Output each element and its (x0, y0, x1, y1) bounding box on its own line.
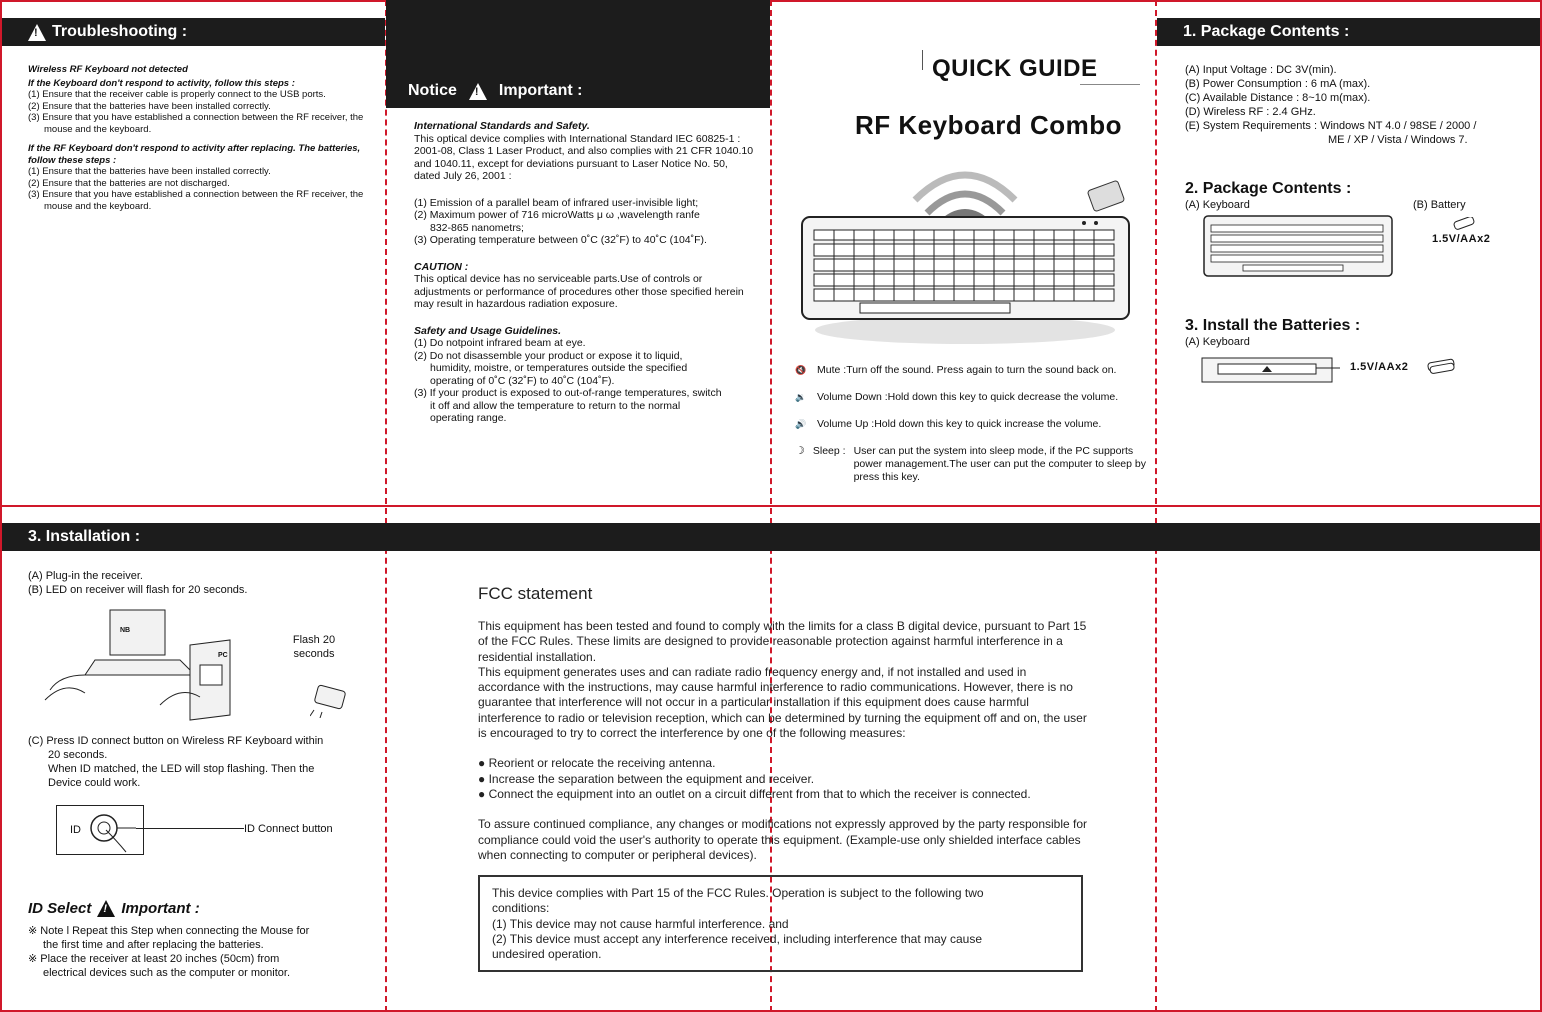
id-select-heading (28, 900, 200, 917)
fcc-bullet-list (478, 756, 1088, 802)
list-item: (B) Power Consumption : 6 mA (max). (1185, 78, 1371, 90)
key-label: Mute : (817, 364, 847, 376)
list-item: ME / XP / Vista / Windows 7. (1328, 134, 1468, 146)
quick-guide-title: QUICK GUIDE (932, 55, 1098, 82)
list-item: it off and allow the temperature to return to the normal (430, 399, 681, 412)
flash-text: Flash 20 (292, 634, 336, 646)
intl-text: This optical device complies with International Standard IEC 60825-1 : 2001-08, Class 1 Laser Product, and also complies with 21 CFR 1040.10 and 1040.11, except for deviations pursuant to Laser Notice No. 50, dated July 26, 2001 : (414, 132, 754, 182)
troubleshooting-heading-1: Wireless RF Keyboard not detected (28, 64, 188, 75)
list-item (795, 418, 1150, 431)
pc-label: PC (218, 652, 228, 659)
volume-down-icon: 🔉 (795, 392, 807, 402)
step-c-line: When ID matched, the LED will stop flashing. Then the (48, 763, 315, 775)
warning-icon (97, 900, 115, 917)
id-label: ID (70, 824, 81, 836)
keyboard-label: (A) Keyboard (1185, 199, 1250, 211)
list-item: (A) Input Voltage : DC 3V(min). (1185, 64, 1337, 76)
notice-panel (414, 120, 754, 425)
caution-heading: CAUTION : (414, 260, 469, 273)
fcc-paragraph: This equipment generates uses and can radiate radio frequency energy and, if not installed and used in accordance with the instructions, may cause harmful interference to radio communications. However, there is no guarantee that interference will not occur in a particular installation if this equipment does cause harmful interference to radio or television reception, which can be determined by turning the equipment off and on, the user is encouraged to try to correct the interference by one of the following measures: (478, 664, 1087, 741)
list-item: (1) Do notpoint infrared beam at eye. (414, 337, 586, 349)
keyboard-shadow (815, 316, 1115, 344)
led-indicator (1094, 221, 1098, 225)
fcc-title: FCC statement (478, 584, 593, 603)
warning-icon (469, 83, 487, 100)
compliance-line: conditions: (492, 901, 550, 916)
fcc-paragraph: To assure continued compliance, any changes or modifications not expressly approved by the party responsible for compliance could void the user's authority to operate this equipment. (Example-use only shielded interface cables when connecting to computer or peripheral devices). (478, 817, 1088, 862)
compliance-line: undesired operation. (492, 947, 602, 962)
installation-title: 3. Installation : (28, 528, 141, 545)
compliance-line: (2) This device must accept any interference received, including interference that may cause (492, 931, 983, 946)
key-description: Hold down this key to quick decrease the volume. (887, 391, 1119, 403)
troubleshooting-panel (28, 64, 373, 212)
laptop-base (85, 660, 195, 675)
mute-icon: 🔇 (795, 365, 807, 375)
fcc-compliance-box (478, 875, 1083, 972)
list-item: (2) Maximum power of 716 microWatts μ ω ,wavelength ranfe (414, 209, 700, 221)
volume-up-icon: 🔊 (795, 419, 807, 429)
battery-spec: 1.5V/AAx2 (1432, 233, 1491, 245)
id-leader-line (136, 828, 244, 829)
id-select-title: ID Select (28, 900, 92, 917)
battery-compartment-illustration (1200, 356, 1340, 384)
list-item: (1) Ensure that the batteries have been installed correctly. (28, 166, 271, 177)
fold-line-3 (1155, 0, 1157, 1012)
compliance-line: (1) This device may not cause harmful interference. and (492, 916, 789, 931)
list-item: ● Increase the separation between the equipment and receiver. (478, 771, 815, 786)
list-item: operating range. (430, 412, 507, 424)
led-indicator (1082, 221, 1086, 225)
sparkle-decoration (922, 50, 923, 70)
list-item: mouse and the keyboard. (44, 200, 152, 212)
install-step-b: (B) LED on receiver will flash for 20 seconds. (28, 584, 248, 596)
list-item: (2) Do not disassemble your product or expose it to liquid, (414, 349, 683, 362)
intl-heading: International Standards and Safety. (414, 120, 590, 132)
list-item: humidity, moistre, or temperatures outside the specified (430, 362, 688, 374)
list-item: ※ Place the receiver at least 20 inches (50cm) from (28, 953, 280, 965)
keyboard-small-illustration (1203, 215, 1393, 277)
list-item: (2) Ensure that the batteries have been installed correctly. (28, 100, 271, 112)
key-description: User can put the system into sleep mode, if the PC supports power management.The user can put the computer to sleep by press this key. (853, 445, 1146, 483)
keyboard-illustration (800, 155, 1150, 350)
package-title-3: 3. Install the Batteries : (1185, 317, 1361, 334)
laptop-screen (110, 610, 165, 655)
notice-title: Notice (408, 82, 457, 99)
special-keys-list (795, 364, 1150, 484)
specs-list (1185, 63, 1525, 147)
batteries-icon (1425, 358, 1459, 374)
fcc-body (478, 619, 1088, 863)
sparkle-decoration (1080, 84, 1140, 85)
install-keyboard-label: (A) Keyboard (1185, 336, 1250, 348)
install-step-c (28, 734, 373, 790)
step-c-line: (C) Press ID connect button on Wireless RF Keyboard within (28, 735, 324, 747)
nb-label: NB (120, 627, 131, 634)
list-item: the first time and after replacing the batteries. (43, 939, 264, 951)
compliance-line: This device complies with Part 15 of the FCC Rules. Operation is subject to the following two (492, 886, 984, 900)
list-item (795, 391, 1150, 404)
list-item: (3) Ensure that you have established a connection between the RF receiver, the (28, 112, 364, 123)
bullet-text: Reorient or relocate the receiving antenna. (488, 756, 716, 771)
product-title: RF Keyboard Combo (855, 110, 1123, 140)
list-item: operating of 0˚C (32˚F) to 40˚C (104˚F). (430, 374, 615, 387)
list-item (795, 445, 1150, 484)
list-item: ● Reorient or relocate the receiving antenna. (478, 756, 716, 771)
list-item: electrical devices such as the computer or monitor. (43, 967, 291, 979)
list-item: 832-865 nanometrs; (430, 221, 524, 234)
receiver-flash-icon (310, 682, 350, 718)
troubleshooting-title: Troubleshooting : (52, 23, 188, 40)
battery-icon (1452, 217, 1478, 231)
list-item: (3) Ensure that you have established a connection between the RF receiver, the (28, 189, 364, 200)
flash-label (291, 633, 337, 661)
troubleshooting-heading-3: If the RF Keyboard don't respond to activity after replacing. The batteries, follow these steps : (28, 143, 361, 166)
id-connect-button-icon (86, 810, 136, 854)
caution-text: This optical device has no serviceable parts.Use of controls or adjustments or performance of procedures other those specified herein may result in hazardous radiation exposure. (414, 273, 744, 310)
warning-icon (28, 24, 46, 41)
important-title: Important : (498, 82, 583, 99)
fold-line-1 (385, 0, 387, 1012)
id-select-important: Important : (121, 900, 200, 917)
notice-header (386, 0, 770, 108)
package-title-2: 2. Package Contents : (1185, 180, 1352, 197)
list-item: (2) Ensure that the batteries are not discharged. (28, 177, 230, 189)
sleep-moon-icon: ☽ (795, 445, 805, 457)
plug-in-illustration (40, 605, 280, 730)
seconds-text: seconds (293, 648, 335, 660)
key-description: Hold down this key to quick increase the volume. (874, 418, 1102, 430)
step-c-line: 20 seconds. (48, 749, 108, 761)
battery-label: (B) Battery (1413, 199, 1466, 211)
list-item (795, 364, 1150, 377)
list-item: (3) Operating temperature between 0˚C (32˚F) to 40˚C (104˚F). (414, 234, 707, 246)
install-step-a: (A) Plug-in the receiver. (28, 570, 143, 582)
id-select-notes (28, 924, 373, 980)
list-item: (1) Ensure that the receiver cable is properly connect to the USB ports. (28, 89, 326, 100)
receiver-dongle-icon (1087, 180, 1125, 212)
list-item: ● Connect the equipment into an outlet on a circuit different from that to which the receiver is connected. (478, 786, 1031, 801)
hand-illustration (45, 688, 85, 700)
step-c-line: Device could work. (48, 777, 141, 789)
safety-heading: Safety and Usage Guidelines. (414, 324, 562, 337)
key-description: Turn off the sound. Press again to turn the sound back on. (846, 364, 1117, 376)
list-item: (1) Emission of a parallel beam of infrared user-invisible light; (414, 196, 699, 209)
key-label: Volume Up : (817, 418, 875, 430)
list-item: (3) If your product is exposed to out-of-range temperatures, switch (414, 387, 722, 399)
installation-header (2, 523, 1540, 551)
install-battery-spec: 1.5V/AAx2 (1350, 361, 1409, 373)
bullet-text: Increase the separation between the equipment and receiver. (488, 771, 815, 786)
fcc-paragraph: This equipment has been tested and found to comply with the limits for a class B digital device, pursuant to Part 15 of the FCC Rules. These limits are designed to provide reasonable protection against harmful interference in a residential installation. (478, 619, 1087, 664)
list-item: (D) Wireless RF : 2.4 GHz. (1185, 106, 1316, 118)
list-item: ※ Note l Repeat this Step when connecting the Mouse for (28, 925, 310, 937)
bullet-text: Connect the equipment into an outlet on a circuit different from that to which the receiver is connected. (488, 786, 1031, 801)
pc-port-area (200, 665, 222, 685)
troubleshooting-heading-2: If the Keyboard don't respond to activity, follow this steps : (28, 77, 295, 89)
package-title-1: 1. Package Contents : (1183, 23, 1350, 40)
list-item: (E) System Requirements : Windows NT 4.0 / 98SE / 2000 / (1185, 120, 1477, 132)
id-connect-button-label: ID Connect button (244, 823, 333, 835)
package-header (1157, 18, 1540, 46)
list-item: mouse and the keyboard. (44, 123, 152, 135)
key-label: Sleep : (812, 445, 846, 457)
list-item: (C) Available Distance : 8~10 m(max). (1185, 92, 1371, 104)
troubleshooting-header (2, 18, 385, 46)
key-label: Volume Down : (817, 391, 888, 403)
